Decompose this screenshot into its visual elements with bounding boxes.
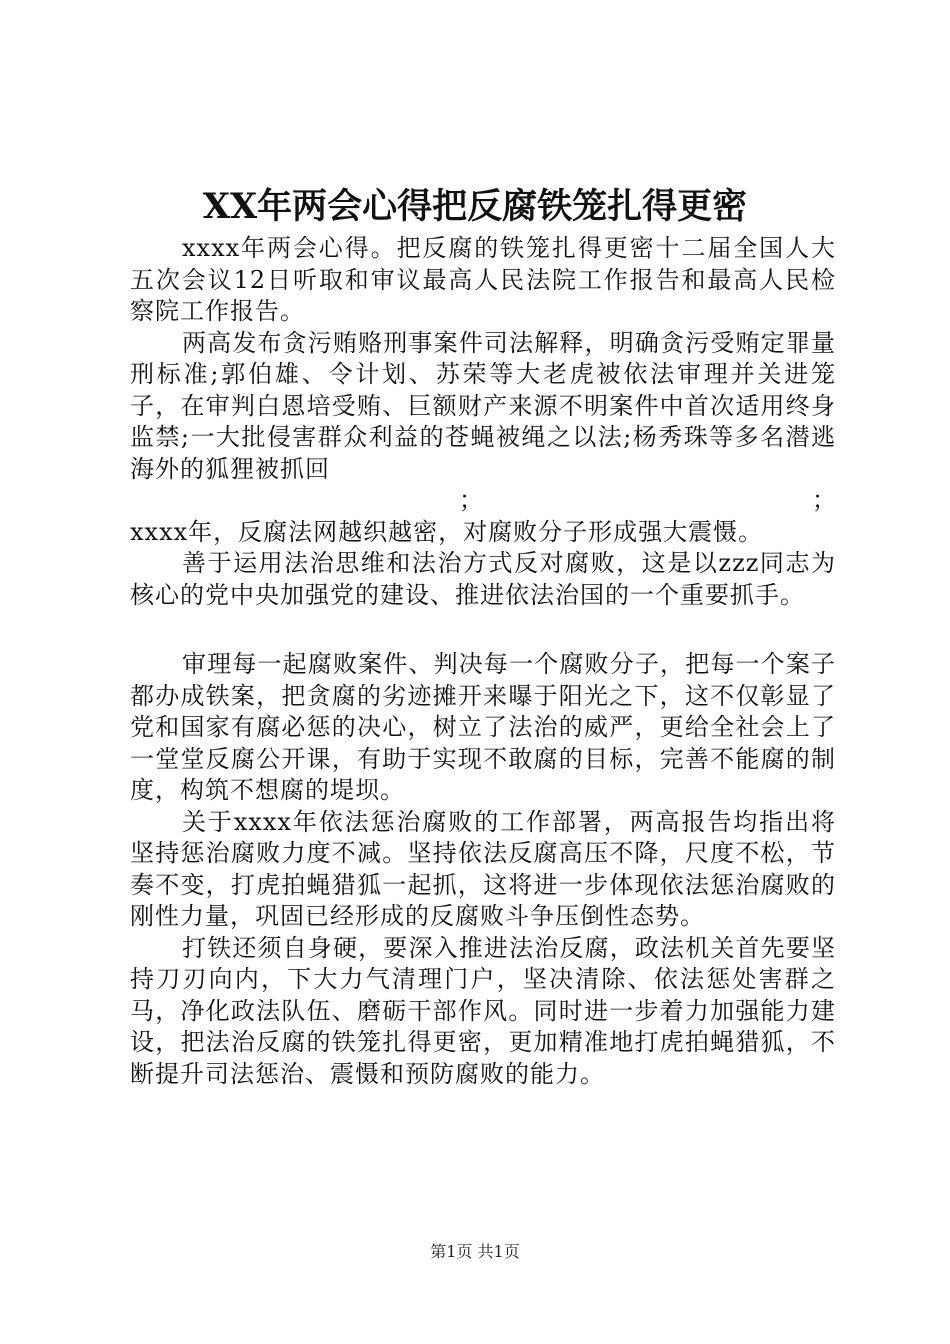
paragraph-7: 打铁还须自身硬，要深入推进法治反腐，政法机关首先要坚持刀刃向内，下大力气清理门户，坚决清除、依法惩处害群之马，净化政法队伍、磨砺干部作风。同时进一步着力加强能力建设，把法治反腐的铁笼扎得更密，更加精准地打虎拍蝇猎狐，不断提升司法惩治、震慑和预防腐败的能力。 (130, 933, 836, 1088)
paragraph-2-tail-right: ； (812, 486, 836, 514)
paragraph-5: 审理每一起腐败案件、判决每一个腐败分子，把每一个案子都办成铁案，把贪腐的劣迹摊开来曝于阳光之下，这不仅彰显了党和国家有腐必惩的决心，树立了法治的威严，更给全社会上了一堂堂反腐公开课，有助于实现不敢腐的目标，完善不能腐的制度，构筑不想腐的堤坝。 (130, 650, 836, 804)
paragraph-6: 关于xxxx年依法惩治腐败的工作部署，两高报告均指出将坚持惩治腐败力度不减。坚持依法反腐高压不降，尺度不松，节奏不变，打虎拍蝇猎狐一起抓，这将进一步体现依法惩治腐败的刚性力量，巩固已经形成的反腐败斗争压倒性态势。 (130, 807, 836, 930)
page-footer: 第1页 共1页 (430, 1242, 520, 1261)
document-body (130, 233, 836, 1090)
paragraph-4: 善于运用法治思维和法治方式反对腐败，这是以zzz同志为核心的党中央加强党的建设、推进依法治国的一个重要抓手。 (130, 549, 836, 609)
document-title: XX年两会心得把反腐铁笼扎得更密 (202, 186, 748, 227)
paragraph-2: 两高发布贪污贿赂刑事案件司法解释，明确贪污受贿定罪量刑标准;郭伯雄、令计划、苏荣等大老虎被依法审理并关进笼子，在审判白恩培受贿、巨额财产来源不明案件中首次适用终身监禁;一大批侵害群众利益的苍蝇被绳之以法;杨秀珠等多名潜逃海外的狐狸被抓回 (130, 328, 836, 483)
paragraph-1: xxxx年两会心得。把反腐的铁笼扎得更密十二届全国人大五次会议12日听取和审议最高人民法院工作报告和最高人民检察院工作报告。 (130, 234, 836, 325)
paragraph-gap (130, 611, 836, 649)
paragraph-3: xxxx年，反腐法网越织越密，对腐败分子形成强大震慑。 (130, 517, 764, 546)
paragraph-2-tail-mid: ； (459, 486, 483, 514)
paragraph-2-tail (130, 485, 836, 517)
